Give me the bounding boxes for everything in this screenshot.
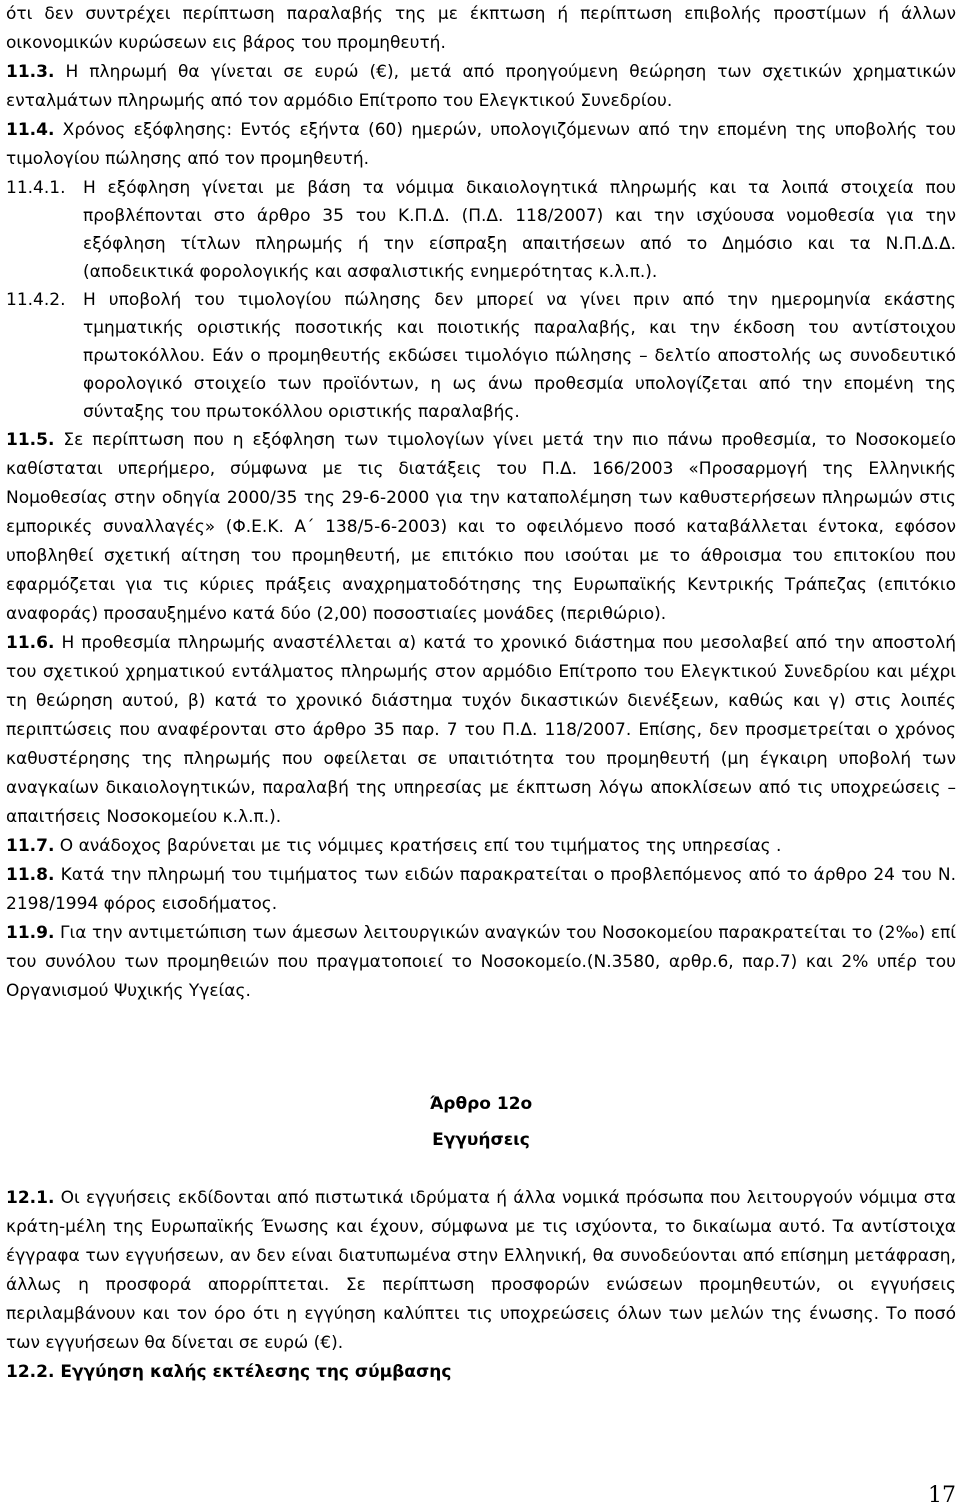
clause-11-7 bbox=[6, 832, 956, 861]
article-title: Άρθρο 12ο bbox=[429, 1094, 533, 1114]
clause-number: 11.6. bbox=[6, 633, 55, 653]
clause-text: Η προθεσμία πληρωμής αναστέλλεται α) κατά το χρονικό διάστημα που μεσολαβεί από την αποστολή του σχετικού χρηματικού εντάλματος πληρωμής στον αρμόδιο Επίτροπο του Ελεγκτικού Συνεδρίου και μέχρι τη θεώρηση αυτού, β) κατά το χρονικό διάστημα τυχόν δικαστικών διενέξεων, καθώς και γ) στις λοιπές περιπτώσεις που αναφέρονται στο άρθρο 35 παρ. 7 του Π.Δ. 118/2007. Επίσης, δεν προσμετρείται ο χρόνος καθυστέρησης της πληρωμής που οφείλεται σε υπαιτιότητα του προμηθευτή (μη έγκαιρη υποβολή των αναγκαίων δικαιολογητικών, παραλαβή της υπηρεσίας με έκπτωση λόγω αποκλίσεων από τις υποχρεώσεις – απαιτήσεις Νοσοκομείου κ.λ.π.). bbox=[6, 633, 956, 827]
document-page bbox=[6, 0, 956, 1387]
clause-number: 11.7. bbox=[6, 836, 55, 856]
clause-11-5 bbox=[6, 426, 956, 629]
spacer bbox=[6, 1158, 956, 1184]
clause-number: 12.2. bbox=[6, 1362, 55, 1382]
clause-number: 11.5. bbox=[6, 430, 55, 450]
clause-11-6 bbox=[6, 629, 956, 832]
clause-text: Η εξόφληση γίνεται με βάση τα νόμιμα δικαιολογητικά πληρωμής και τα λοιπά στοιχεία που προβλέπονται στο άρθρο 35 του Κ.Π.Δ. (Π.Δ. 118/2007) και την ισχύουσα νομοθεσία για την εξόφληση τίτλων πληρωμής ή την είσπραξη απαιτήσεων από το Δημόσιο και τα Ν.Π.Δ.Δ. (αποδεικτικά φορολογικής και ασφαλιστικής ενημερότητας κ.λ.π.). bbox=[83, 178, 956, 282]
clause-text: Ο ανάδοχος βαρύνεται με τις νόμιμες κρατήσεις επί του τιμήματος της υπηρεσίας . bbox=[54, 836, 782, 856]
clause-11-4 bbox=[6, 116, 956, 174]
clause-12-2 bbox=[6, 1358, 956, 1387]
clause-text: Η υποβολή του τιμολογίου πώλησης δεν μπορεί να γίνει πριν από την ημερομηνία εκάστης τμηματικής οριστικής ποσοτικής και ποιοτικής παραλαβής, και την έκδοση του αντίστοιχου πρωτοκόλλου. Εάν ο προμηθευτής εκδώσει τιμολόγιο πώλησης – δελτίο αποστολής ως συνοδευτικό φορολογικό στοιχείο των προϊόντων, η ως άνω προθεσμία υπολογίζεται από την επομένη της σύνταξης του πρωτοκόλλου οριστικής παραλαβής. bbox=[83, 290, 956, 422]
clause-text: Οι εγγυήσεις εκδίδονται από πιστωτικά ιδρύματα ή άλλα νομικά πρόσωπα που λειτουργούν νόμιμα στα κράτη-μέλη της Ευρωπαϊκής Ένωσης και έχουν, σύμφωνα με τις ισχύοντα, το δικαίωμα αυτό. Τα αντίστοιχα έγγραφα των εγγυήσεων, αν δεν είναι διατυπωμένα στην Ελληνική, θα συνοδεύονται από επίσημη μετάφραση, άλλως η προσφορά απορρίπτεται. Σε περίπτωση προσφορών ενώσεων προμηθευτών, οι εγγυήσεις περιλαμβάνουν και τον όρο ότι η εγγύηση καλύπτει τις υποχρεώσεις όλων των μελών της ένωσης. Το ποσό των εγγυήσεων θα δίνεται σε ευρώ (€). bbox=[6, 1188, 956, 1353]
clause-11-4-2 bbox=[6, 286, 956, 426]
page-number: 17 bbox=[928, 1483, 956, 1508]
clause-heading: Εγγύηση καλής εκτέλεσης της σύμβασης bbox=[54, 1362, 452, 1382]
clause-number: 11.8. bbox=[6, 865, 55, 885]
clause-number: 11.9. bbox=[6, 923, 55, 943]
clause-number: 11.3. bbox=[6, 62, 55, 82]
clause-11-9 bbox=[6, 919, 956, 1006]
paragraph-continuation bbox=[6, 0, 956, 58]
clause-11-3 bbox=[6, 58, 956, 116]
clause-text: Χρόνος εξόφλησης: Εντός εξήντα (60) ημερών, υπολογιζόμενων από την επομένη της υποβολής του τιμολογίου πώλησης από τον προμηθευτή. bbox=[6, 120, 956, 169]
clause-number: 12.1. bbox=[6, 1188, 55, 1208]
article-subtitle: Εγγυήσεις bbox=[432, 1130, 530, 1150]
clause-text: Η πληρωμή θα γίνεται σε ευρώ (€), μετά από προηγούμενη θεώρηση των σχετικών χρηματικών ενταλμάτων πληρωμής από τον αρμόδιο Επίτροπο του Ελεγκτικού Συνεδρίου. bbox=[6, 62, 956, 111]
clause-text: Για την αντιμετώπιση των άμεσων λειτουργικών αναγκών του Νοσοκομείου παρακρατείται το (2‰) επί του συνόλου των προμηθειών που πραγματοποιεί το Νοσοκομείο.(Ν.3580, αρθρ.6, παρ.7) και 2% υπέρ του Οργανισμού Ψυχικής Υγείας. bbox=[6, 923, 956, 1001]
clause-11-8 bbox=[6, 861, 956, 919]
clause-number: 11.4.2. bbox=[6, 290, 66, 310]
clause-11-4-1 bbox=[6, 174, 956, 286]
clause-text: Κατά την πληρωμή του τιμήματος των ειδών παρακρατείται ο προβλεπόμενος από το άρθρο 24 του Ν. 2198/1994 φόρος εισοδήματος. bbox=[6, 865, 956, 914]
clause-number: 11.4.1. bbox=[6, 178, 66, 198]
clause-12-1 bbox=[6, 1184, 956, 1358]
clause-text: Σε περίπτωση που η εξόφληση των τιμολογίων γίνει μετά την πιο πάνω προθεσμία, το Νοσοκομείο καθίσταται υπερήμερο, σύμφωνα με τις διατάξεις του Π.Δ. 166/2003 «Προσαρμογή της Ελληνικής Νομοθεσίας στην οδηγία 2000/35 της 29-6-2000 για την καταπολέμηση των καθυστερήσεων πληρωμών στις εμπορικές συναλλαγές» (Φ.Ε.Κ. Α΄ 138/5-6-2003) και το οφειλόμενο ποσό καταβάλλεται έντοκα, εφόσον υποβληθεί σχετική αίτηση του προμηθευτή, με επιτόκιο που ισούται με το άθροισμα του επιτοκίου που εφαρμόζεται για τις κύριες πράξεις αναχρηματοδότησης της Ευρωπαϊκής Κεντρικής Τράπεζας (επιτόκιο αναφοράς) προσαυξημένο κατά δύο (2,00) ποσοστιαίες μονάδες (περιθώριο). bbox=[6, 430, 956, 624]
clause-number: 11.4. bbox=[6, 120, 55, 140]
paragraph-text: ότι δεν συντρέχει περίπτωση παραλαβής της με έκπτωση ή περίπτωση επιβολής προστίμων ή άλλων οικονομικών κυρώσεων εις βάρος του προμηθευτή. bbox=[6, 4, 956, 53]
